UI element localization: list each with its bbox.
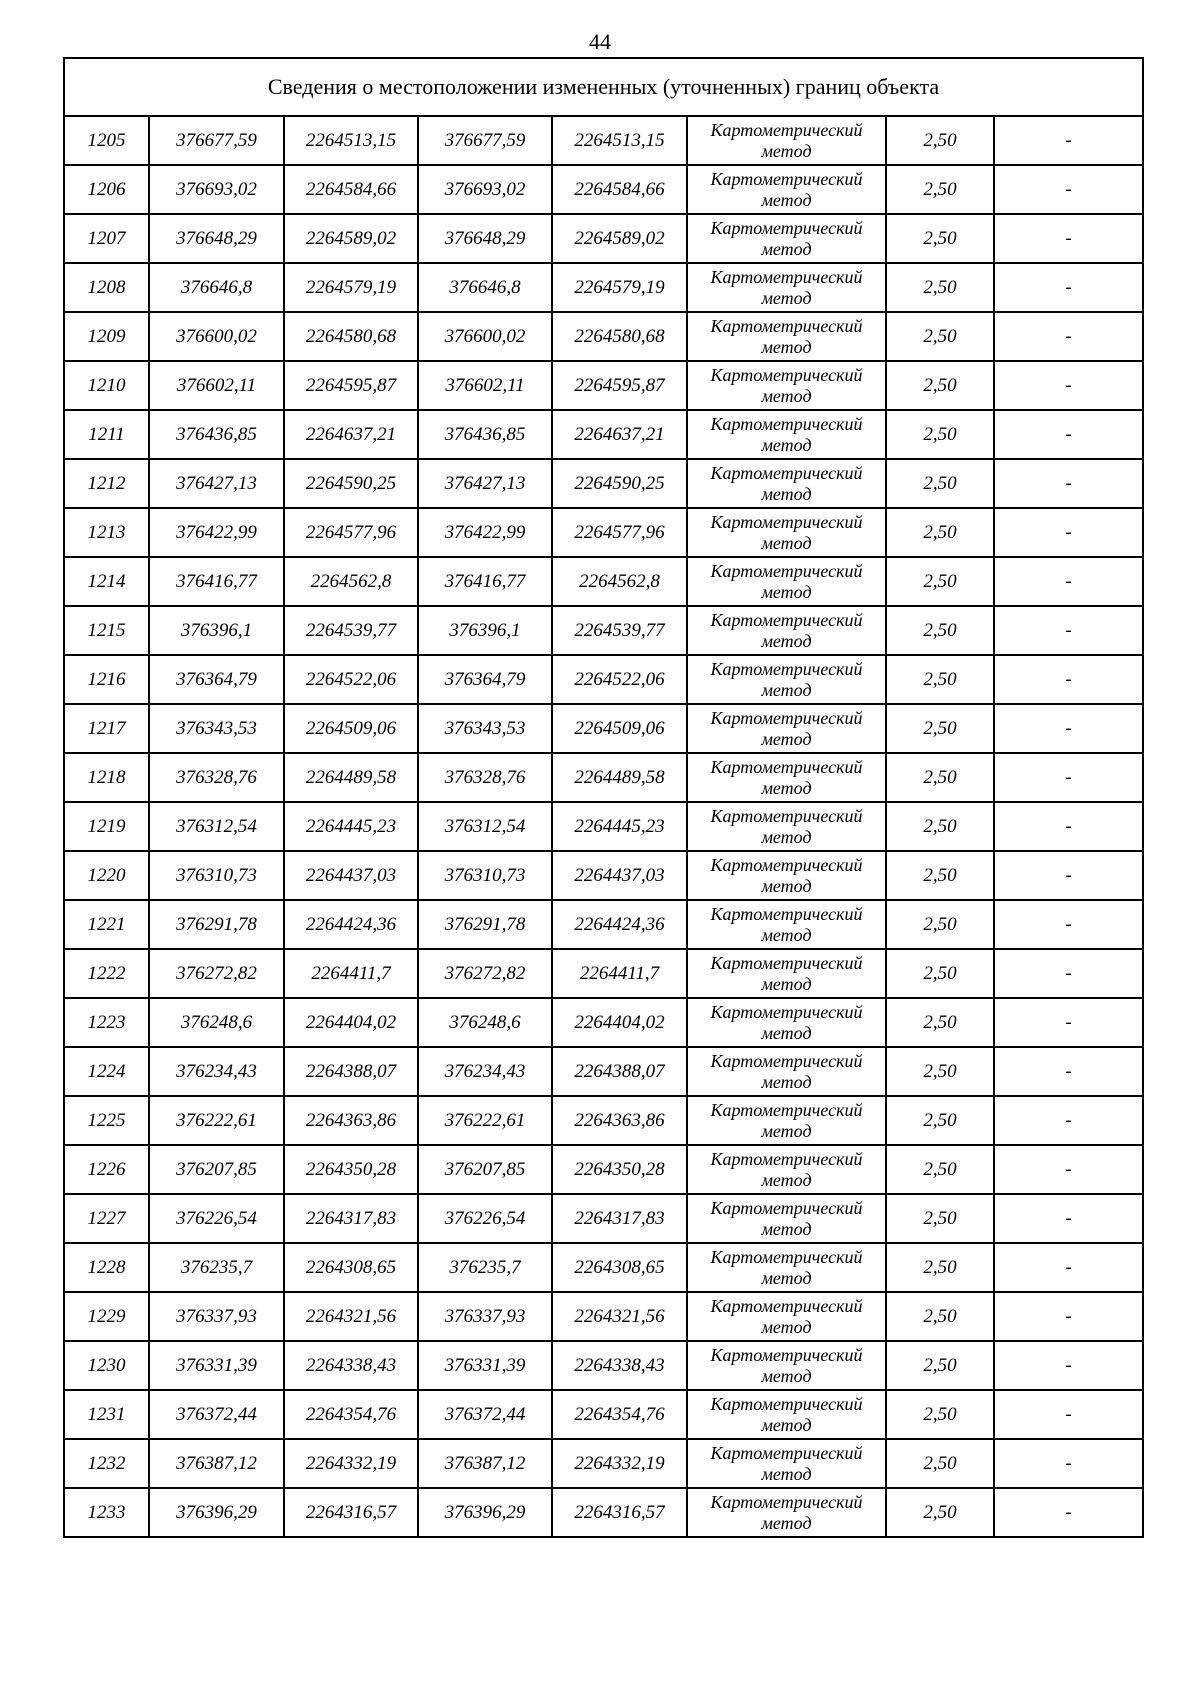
table-row [64,998,1143,1047]
x-old-cell: 376222,61 [149,1096,284,1145]
point-number-cell: 1222 [64,949,149,998]
method-cell: Картометрический метод [687,998,886,1047]
method-cell: Картометрический метод [687,655,886,704]
table-row [64,1243,1143,1292]
table-row [64,1390,1143,1439]
table-row [64,1488,1143,1537]
description-cell: - [994,1390,1143,1439]
table-body [64,58,1143,1537]
y-new-cell: 2264595,87 [552,361,687,410]
accuracy-cell: 2,50 [886,214,994,263]
table-row [64,1439,1143,1488]
y-old-cell: 2264316,57 [284,1488,418,1537]
method-cell: Картометрический метод [687,1292,886,1341]
accuracy-cell: 2,50 [886,410,994,459]
description-cell: - [994,1194,1143,1243]
description-cell: - [994,263,1143,312]
table-row [64,214,1143,263]
x-new-cell: 376291,78 [418,900,552,949]
x-old-cell: 376226,54 [149,1194,284,1243]
point-number-cell: 1218 [64,753,149,802]
y-new-cell: 2264522,06 [552,655,687,704]
table-row [64,753,1143,802]
y-old-cell: 2264363,86 [284,1096,418,1145]
method-cell: Картометрический метод [687,704,886,753]
point-number-cell: 1207 [64,214,149,263]
x-new-cell: 376646,8 [418,263,552,312]
point-number-cell: 1232 [64,1439,149,1488]
point-number-cell: 1226 [64,1145,149,1194]
page-number: 44 [589,29,611,54]
boundary-coordinates-table [63,57,1144,1538]
x-old-cell: 376600,02 [149,312,284,361]
description-cell: - [994,655,1143,704]
description-cell: - [994,312,1143,361]
y-new-cell: 2264579,19 [552,263,687,312]
x-old-cell: 376331,39 [149,1341,284,1390]
y-new-cell: 2264332,19 [552,1439,687,1488]
method-cell: Картометрический метод [687,1439,886,1488]
x-new-cell: 376693,02 [418,165,552,214]
accuracy-cell: 2,50 [886,606,994,655]
table-row [64,557,1143,606]
point-number-cell: 1227 [64,1194,149,1243]
x-new-cell: 376343,53 [418,704,552,753]
description-cell: - [994,998,1143,1047]
y-old-cell: 2264404,02 [284,998,418,1047]
method-cell: Картометрический метод [687,1243,886,1292]
x-old-cell: 376291,78 [149,900,284,949]
x-new-cell: 376328,76 [418,753,552,802]
accuracy-cell: 2,50 [886,753,994,802]
point-number-cell: 1229 [64,1292,149,1341]
x-new-cell: 376272,82 [418,949,552,998]
table-row [64,655,1143,704]
x-old-cell: 376396,29 [149,1488,284,1537]
accuracy-cell: 2,50 [886,1341,994,1390]
point-number-cell: 1225 [64,1096,149,1145]
y-new-cell: 2264321,56 [552,1292,687,1341]
accuracy-cell: 2,50 [886,998,994,1047]
y-new-cell: 2264513,15 [552,116,687,165]
accuracy-cell: 2,50 [886,655,994,704]
description-cell: - [994,949,1143,998]
y-new-cell: 2264308,65 [552,1243,687,1292]
y-old-cell: 2264308,65 [284,1243,418,1292]
point-number-cell: 1215 [64,606,149,655]
y-old-cell: 2264595,87 [284,361,418,410]
x-old-cell: 376427,13 [149,459,284,508]
y-old-cell: 2264539,77 [284,606,418,655]
point-number-cell: 1220 [64,851,149,900]
point-number-cell: 1230 [64,1341,149,1390]
method-cell: Картометрический метод [687,214,886,263]
point-number-cell: 1216 [64,655,149,704]
y-new-cell: 2264424,36 [552,900,687,949]
table-row [64,165,1143,214]
x-old-cell: 376416,77 [149,557,284,606]
x-old-cell: 376396,1 [149,606,284,655]
point-number-cell: 1217 [64,704,149,753]
y-new-cell: 2264316,57 [552,1488,687,1537]
x-old-cell: 376387,12 [149,1439,284,1488]
accuracy-cell: 2,50 [886,263,994,312]
accuracy-cell: 2,50 [886,459,994,508]
x-old-cell: 376272,82 [149,949,284,998]
point-number-cell: 1228 [64,1243,149,1292]
x-new-cell: 376422,99 [418,508,552,557]
y-new-cell: 2264489,58 [552,753,687,802]
table-row [64,1341,1143,1390]
x-old-cell: 376648,29 [149,214,284,263]
table-row [64,851,1143,900]
accuracy-cell: 2,50 [886,165,994,214]
y-new-cell: 2264354,76 [552,1390,687,1439]
x-old-cell: 376234,43 [149,1047,284,1096]
y-new-cell: 2264445,23 [552,802,687,851]
table-row [64,116,1143,165]
y-old-cell: 2264321,56 [284,1292,418,1341]
table-row [64,1292,1143,1341]
y-new-cell: 2264509,06 [552,704,687,753]
y-new-cell: 2264363,86 [552,1096,687,1145]
point-number-cell: 1224 [64,1047,149,1096]
description-cell: - [994,802,1143,851]
y-new-cell: 2264589,02 [552,214,687,263]
accuracy-cell: 2,50 [886,1292,994,1341]
accuracy-cell: 2,50 [886,1096,994,1145]
y-old-cell: 2264332,19 [284,1439,418,1488]
table-row [64,410,1143,459]
y-old-cell: 2264579,19 [284,263,418,312]
table-row [64,1194,1143,1243]
method-cell: Картометрический метод [687,802,886,851]
x-new-cell: 376602,11 [418,361,552,410]
description-cell: - [994,1243,1143,1292]
y-new-cell: 2264411,7 [552,949,687,998]
method-cell: Картометрический метод [687,116,886,165]
description-cell: - [994,410,1143,459]
accuracy-cell: 2,50 [886,1145,994,1194]
method-cell: Картометрический метод [687,1341,886,1390]
y-old-cell: 2264445,23 [284,802,418,851]
y-old-cell: 2264513,15 [284,116,418,165]
y-new-cell: 2264577,96 [552,508,687,557]
x-new-cell: 376310,73 [418,851,552,900]
table-row [64,900,1143,949]
accuracy-cell: 2,50 [886,900,994,949]
x-old-cell: 376337,93 [149,1292,284,1341]
table-row [64,263,1143,312]
y-new-cell: 2264338,43 [552,1341,687,1390]
description-cell: - [994,606,1143,655]
description-cell: - [994,508,1143,557]
y-new-cell: 2264404,02 [552,998,687,1047]
method-cell: Картометрический метод [687,312,886,361]
point-number-cell: 1219 [64,802,149,851]
x-new-cell: 376364,79 [418,655,552,704]
description-cell: - [994,1341,1143,1390]
x-old-cell: 376364,79 [149,655,284,704]
x-old-cell: 376343,53 [149,704,284,753]
table-row [64,508,1143,557]
description-cell: - [994,165,1143,214]
method-cell: Картометрический метод [687,459,886,508]
method-cell: Картометрический метод [687,1194,886,1243]
accuracy-cell: 2,50 [886,1194,994,1243]
x-new-cell: 376396,29 [418,1488,552,1537]
table-row [64,1096,1143,1145]
y-old-cell: 2264354,76 [284,1390,418,1439]
accuracy-cell: 2,50 [886,508,994,557]
accuracy-cell: 2,50 [886,361,994,410]
x-old-cell: 376312,54 [149,802,284,851]
y-new-cell: 2264584,66 [552,165,687,214]
x-old-cell: 376693,02 [149,165,284,214]
table-row [64,312,1143,361]
accuracy-cell: 2,50 [886,802,994,851]
point-number-cell: 1213 [64,508,149,557]
point-number-cell: 1209 [64,312,149,361]
x-new-cell: 376677,59 [418,116,552,165]
description-cell: - [994,900,1143,949]
point-number-cell: 1211 [64,410,149,459]
table-row [64,1047,1143,1096]
x-new-cell: 376648,29 [418,214,552,263]
x-old-cell: 376602,11 [149,361,284,410]
method-cell: Картометрический метод [687,1096,886,1145]
x-new-cell: 376331,39 [418,1341,552,1390]
description-cell: - [994,851,1143,900]
y-old-cell: 2264509,06 [284,704,418,753]
x-new-cell: 376234,43 [418,1047,552,1096]
accuracy-cell: 2,50 [886,949,994,998]
table-row [64,606,1143,655]
accuracy-cell: 2,50 [886,1439,994,1488]
method-cell: Картометрический метод [687,1145,886,1194]
x-new-cell: 376235,7 [418,1243,552,1292]
point-number-cell: 1214 [64,557,149,606]
table-row [64,802,1143,851]
table-row [64,949,1143,998]
y-old-cell: 2264411,7 [284,949,418,998]
method-cell: Картометрический метод [687,1047,886,1096]
accuracy-cell: 2,50 [886,557,994,606]
x-new-cell: 376226,54 [418,1194,552,1243]
x-new-cell: 376600,02 [418,312,552,361]
x-new-cell: 376222,61 [418,1096,552,1145]
x-old-cell: 376436,85 [149,410,284,459]
point-number-cell: 1212 [64,459,149,508]
x-old-cell: 376207,85 [149,1145,284,1194]
accuracy-cell: 2,50 [886,1488,994,1537]
table-caption-row [64,58,1143,116]
x-new-cell: 376312,54 [418,802,552,851]
x-new-cell: 376416,77 [418,557,552,606]
table-row [64,1145,1143,1194]
table-row [64,361,1143,410]
method-cell: Картометрический метод [687,851,886,900]
description-cell: - [994,214,1143,263]
y-new-cell: 2264539,77 [552,606,687,655]
x-new-cell: 376396,1 [418,606,552,655]
accuracy-cell: 2,50 [886,1047,994,1096]
accuracy-cell: 2,50 [886,1390,994,1439]
point-number-cell: 1231 [64,1390,149,1439]
y-old-cell: 2264590,25 [284,459,418,508]
description-cell: - [994,1145,1143,1194]
y-old-cell: 2264489,58 [284,753,418,802]
point-number-cell: 1206 [64,165,149,214]
accuracy-cell: 2,50 [886,851,994,900]
accuracy-cell: 2,50 [886,312,994,361]
y-old-cell: 2264562,8 [284,557,418,606]
method-cell: Картометрический метод [687,508,886,557]
x-old-cell: 376235,7 [149,1243,284,1292]
method-cell: Картометрический метод [687,1390,886,1439]
y-new-cell: 2264350,28 [552,1145,687,1194]
table-row [64,459,1143,508]
x-new-cell: 376207,85 [418,1145,552,1194]
y-old-cell: 2264522,06 [284,655,418,704]
description-cell: - [994,1292,1143,1341]
method-cell: Картометрический метод [687,165,886,214]
accuracy-cell: 2,50 [886,116,994,165]
description-cell: - [994,557,1143,606]
y-new-cell: 2264388,07 [552,1047,687,1096]
y-old-cell: 2264338,43 [284,1341,418,1390]
x-new-cell: 376337,93 [418,1292,552,1341]
table-row [64,704,1143,753]
x-new-cell: 376387,12 [418,1439,552,1488]
description-cell: - [994,1047,1143,1096]
accuracy-cell: 2,50 [886,1243,994,1292]
description-cell: - [994,1096,1143,1145]
x-new-cell: 376427,13 [418,459,552,508]
description-cell: - [994,1439,1143,1488]
y-new-cell: 2264317,83 [552,1194,687,1243]
table-caption: Сведения о местоположении измененных (уточненных) границ объекта [64,58,1143,116]
y-old-cell: 2264424,36 [284,900,418,949]
description-cell: - [994,116,1143,165]
method-cell: Картометрический метод [687,361,886,410]
description-cell: - [994,753,1143,802]
x-old-cell: 376372,44 [149,1390,284,1439]
y-old-cell: 2264388,07 [284,1047,418,1096]
method-cell: Картометрический метод [687,410,886,459]
description-cell: - [994,704,1143,753]
point-number-cell: 1205 [64,116,149,165]
y-old-cell: 2264577,96 [284,508,418,557]
y-old-cell: 2264317,83 [284,1194,418,1243]
point-number-cell: 1233 [64,1488,149,1537]
x-new-cell: 376372,44 [418,1390,552,1439]
description-cell: - [994,361,1143,410]
accuracy-cell: 2,50 [886,704,994,753]
x-new-cell: 376436,85 [418,410,552,459]
x-new-cell: 376248,6 [418,998,552,1047]
point-number-cell: 1210 [64,361,149,410]
description-cell: - [994,459,1143,508]
x-old-cell: 376677,59 [149,116,284,165]
y-new-cell: 2264437,03 [552,851,687,900]
y-new-cell: 2264562,8 [552,557,687,606]
y-old-cell: 2264584,66 [284,165,418,214]
y-old-cell: 2264580,68 [284,312,418,361]
y-new-cell: 2264580,68 [552,312,687,361]
x-old-cell: 376248,6 [149,998,284,1047]
y-old-cell: 2264589,02 [284,214,418,263]
y-old-cell: 2264350,28 [284,1145,418,1194]
x-old-cell: 376422,99 [149,508,284,557]
point-number-cell: 1223 [64,998,149,1047]
x-old-cell: 376646,8 [149,263,284,312]
y-old-cell: 2264437,03 [284,851,418,900]
method-cell: Картометрический метод [687,263,886,312]
method-cell: Картометрический метод [687,753,886,802]
method-cell: Картометрический метод [687,606,886,655]
method-cell: Картометрический метод [687,900,886,949]
description-cell: - [994,1488,1143,1537]
y-new-cell: 2264637,21 [552,410,687,459]
x-old-cell: 376310,73 [149,851,284,900]
method-cell: Картометрический метод [687,1488,886,1537]
y-old-cell: 2264637,21 [284,410,418,459]
y-new-cell: 2264590,25 [552,459,687,508]
point-number-cell: 1221 [64,900,149,949]
point-number-cell: 1208 [64,263,149,312]
method-cell: Картометрический метод [687,557,886,606]
method-cell: Картометрический метод [687,949,886,998]
x-old-cell: 376328,76 [149,753,284,802]
